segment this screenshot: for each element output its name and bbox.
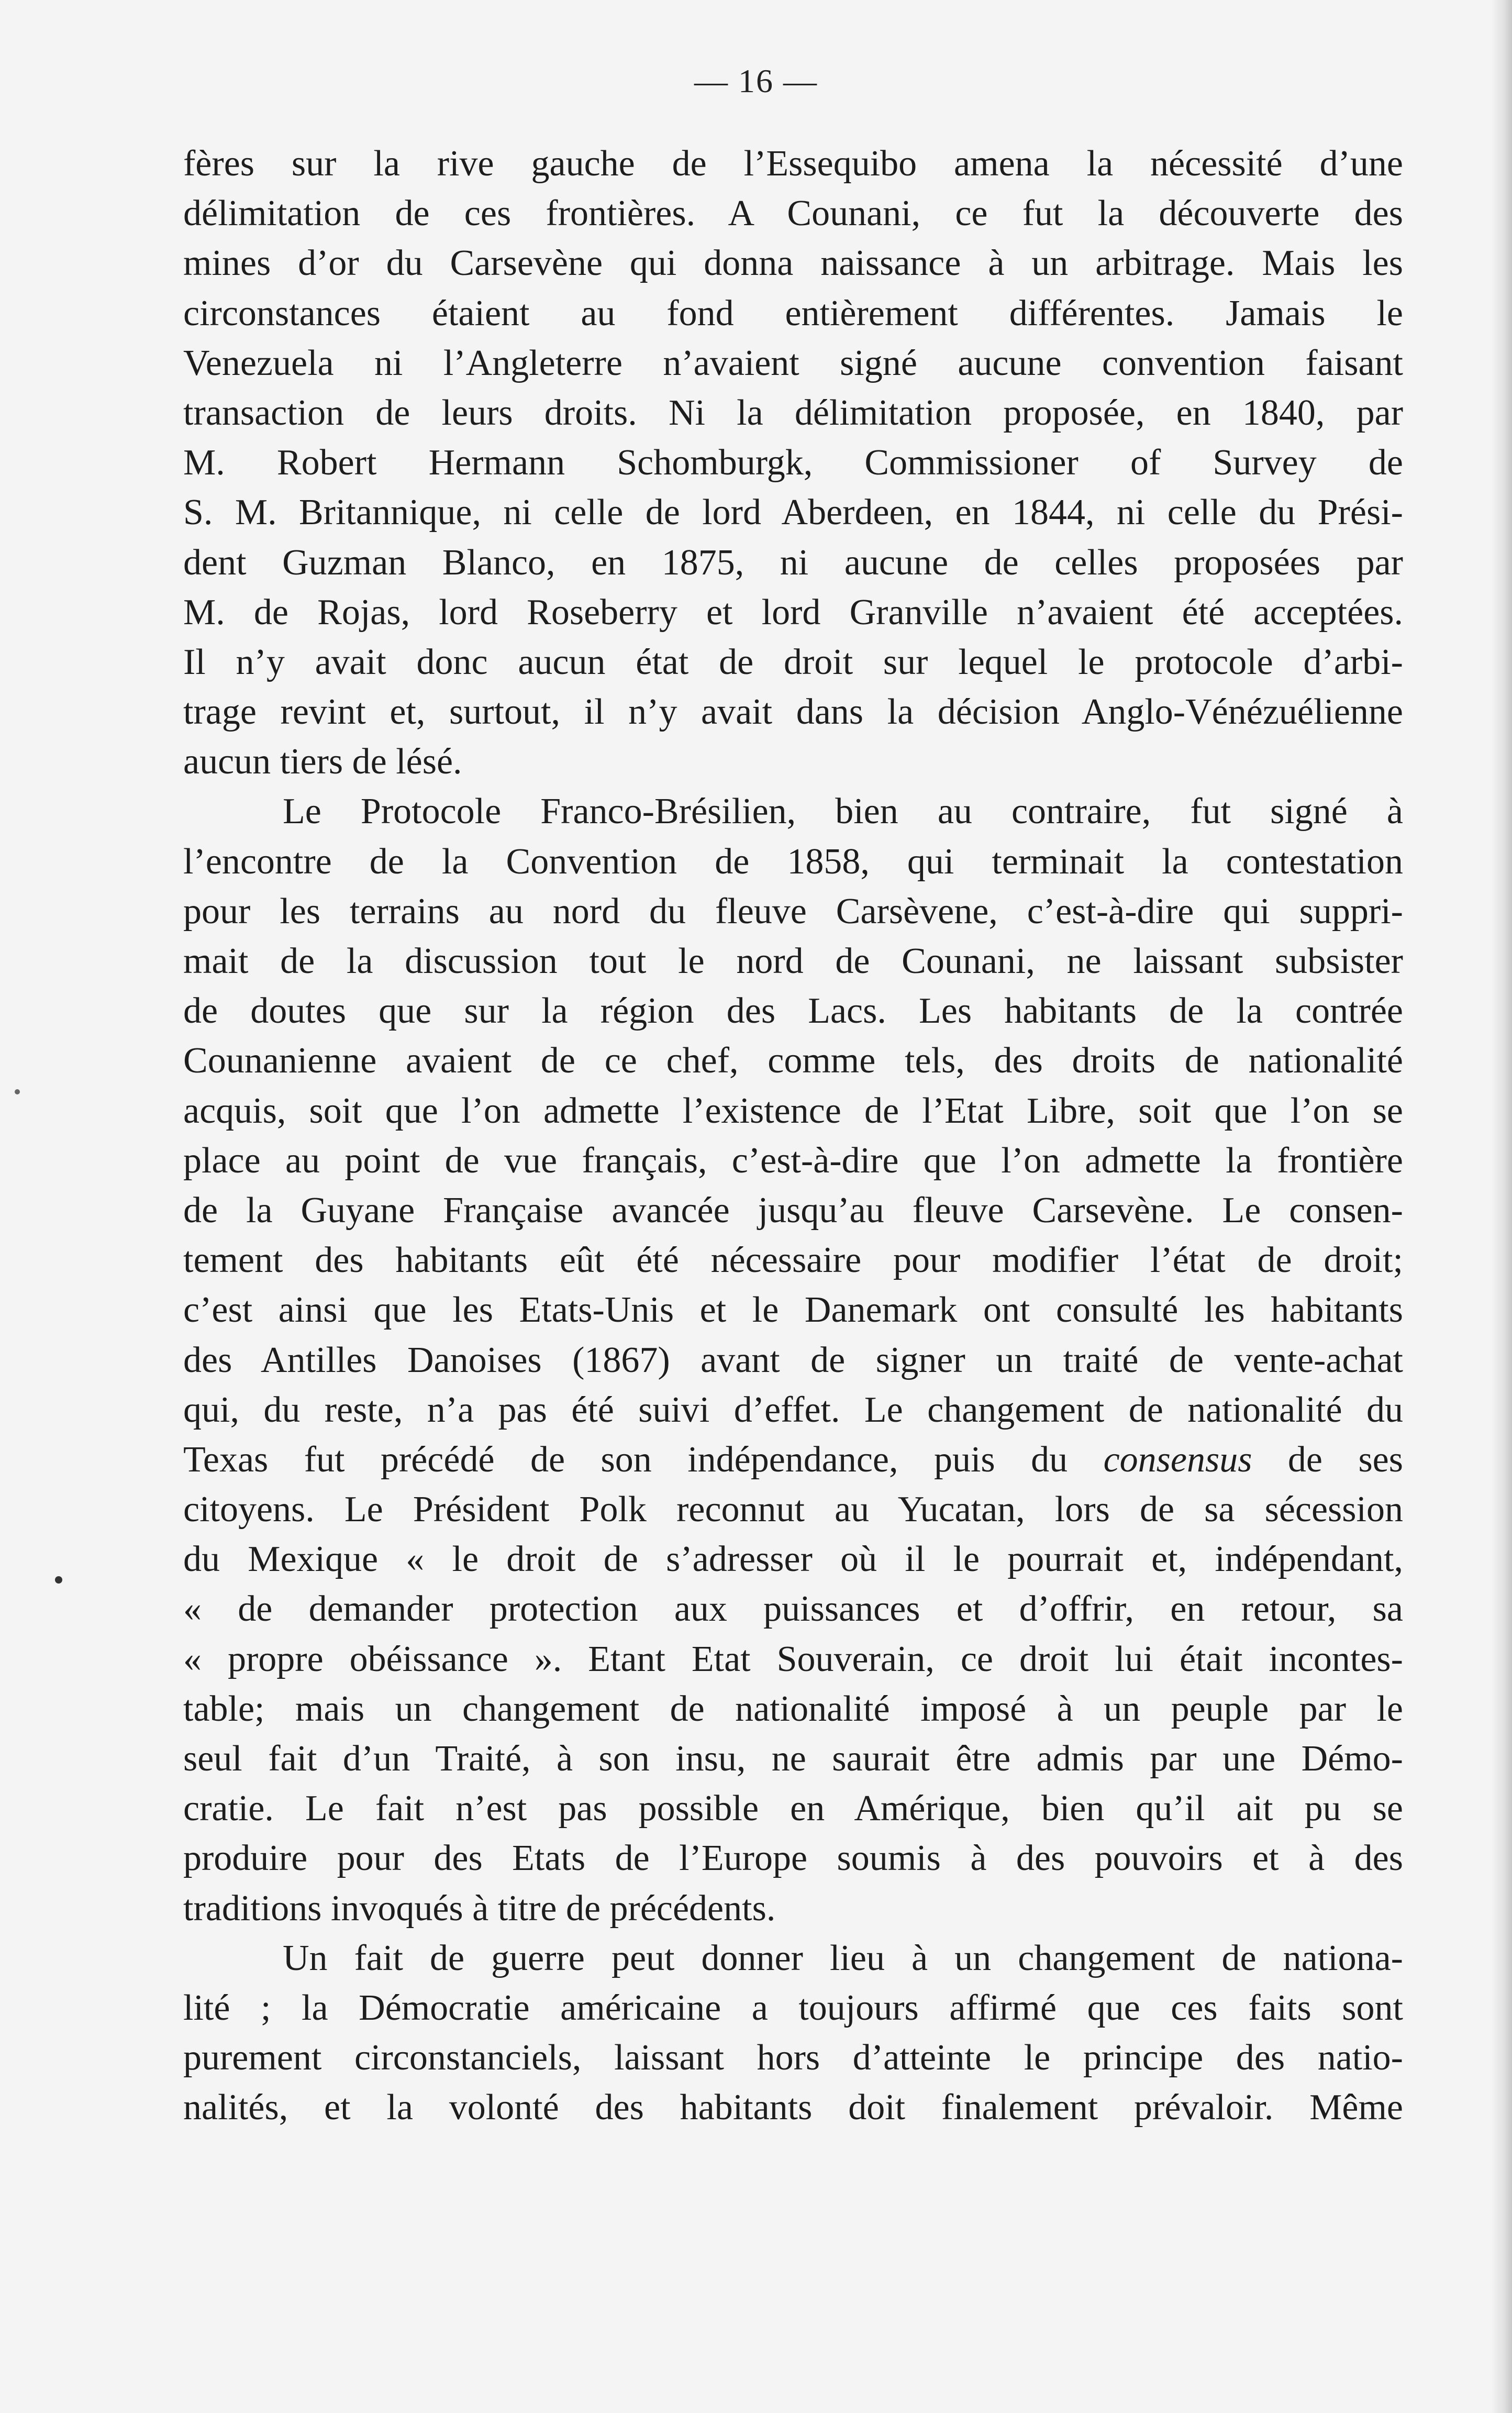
body-text <box>183 139 1403 2133</box>
text-line-paragraph-start: Un fait de guerre peut donner lieu à un changement de nationa- <box>283 1938 1403 1978</box>
text-line: de la Guyane Française avancée jusqu’au fleuve Carsevène. Le consen- <box>183 1190 1403 1231</box>
text-line: délimitation de ces frontières. A Counani, ce fut la découverte des <box>183 193 1403 234</box>
text-line: cratie. Le fait n’est pas possible en Amérique, bien qu’il ait pu se <box>183 1788 1403 1829</box>
text-line: nalités, et la volonté des habitants doit finalement prévaloir. Même <box>183 2087 1403 2128</box>
text-line: mait de la discussion tout le nord de Counani, ne laissant subsister <box>183 941 1403 981</box>
text-line-with-emphasis <box>183 1435 1403 1485</box>
text-line: de doutes que sur la région des Lacs. Les habitants de la contrée <box>183 991 1403 1032</box>
text-line: M. Robert Hermann Schomburgk, Commissioner of Survey de <box>183 442 1403 483</box>
page-number: — 16 — <box>694 62 818 99</box>
text-line-paragraph-end: aucun tiers de lésé. <box>183 741 462 782</box>
text-line: Counanienne avaient de ce chef, comme tels, des droits de nationalité <box>183 1041 1403 1081</box>
emphasis-word: consensus <box>1103 1439 1252 1480</box>
text-line: dent Guzman Blanco, en 1875, ni aucune de celles proposées par <box>183 542 1403 583</box>
text-line: c’est ainsi que les Etats-Unis et le Danemark ont consulté les habitants <box>183 1290 1403 1331</box>
text-line: pour les terrains au nord du fleuve Carsèvene, c’est-à-dire qui suppri- <box>183 891 1403 932</box>
text-line: S. M. Britannique, ni celle de lord Aberdeen, en 1844, ni celle du Prési- <box>183 492 1403 533</box>
text-line: qui, du reste, n’a pas été suivi d’effet. Le changement de nationalité du <box>183 1389 1403 1430</box>
page-edge-shadow <box>1491 0 1512 2413</box>
scan-speck <box>55 1576 62 1584</box>
text-line: Il n’y avait donc aucun état de droit sur lequel le protocole d’arbi- <box>183 641 1403 682</box>
text-line: circonstances étaient au fond entièrement différentes. Jamais le <box>183 293 1403 334</box>
text-line: trage revint et, surtout, il n’y avait dans la décision Anglo-Vénézuélienne <box>183 692 1403 733</box>
text-line: tement des habitants eût été nécessaire pour modifier l’état de droit; <box>183 1240 1403 1281</box>
text-line: du Mexique « le droit de s’adresser où il le pourrait et, indépendant, <box>183 1539 1403 1580</box>
text-line: fères sur la rive gauche de l’Essequibo amena la nécessité d’une <box>183 143 1403 184</box>
text-line: place au point de vue français, c’est-à-dire que l’on admette la frontière <box>183 1140 1403 1181</box>
text-line: mines d’or du Carsevène qui donna naissance à un arbitrage. Mais les <box>183 243 1403 284</box>
text-line: l’encontre de la Convention de 1858, qui terminait la contestation <box>183 841 1403 882</box>
text-line: seul fait d’un Traité, à son insu, ne saurait être admis par une Démo- <box>183 1739 1403 1779</box>
text-line: purement circonstanciels, laissant hors d’atteinte le principe des natio- <box>183 2038 1403 2078</box>
text-line: « de demander protection aux puissances et d’offrir, en retour, sa <box>183 1589 1403 1630</box>
text-line: Venezuela ni l’Angleterre n’avaient signé aucune convention faisant <box>183 342 1403 383</box>
text-line: acquis, soit que l’on admette l’existence de l’Etat Libre, soit que l’on se <box>183 1090 1403 1131</box>
text-line: transaction de leurs droits. Ni la délimitation proposée, en 1840, par <box>183 392 1403 433</box>
text-line: lité ; la Démocratie américaine a toujours affirmé que ces faits sont <box>183 1987 1403 2028</box>
text-line: des Antilles Danoises (1867) avant de signer un traité de vente-achat <box>183 1340 1403 1380</box>
text-line: produire pour des Etats de l’Europe soumis à des pouvoirs et à des <box>183 1838 1403 1879</box>
text-line: « propre obéissance ». Etant Etat Souverain, ce droit lui était incontes- <box>183 1639 1403 1679</box>
text-fragment: de ses <box>1252 1439 1403 1480</box>
scan-speck <box>15 1089 20 1094</box>
text-line-paragraph-start: Le Protocole Franco-Brésilien, bien au contraire, fut signé à <box>283 791 1403 832</box>
text-line: table; mais un changement de nationalité imposé à un peuple par le <box>183 1688 1403 1729</box>
text-fragment: Texas fut précédé de son indépendance, puis du <box>183 1439 1104 1480</box>
text-line: citoyens. Le Président Polk reconnut au Yucatan, lors de sa sécession <box>183 1489 1403 1530</box>
text-line-paragraph-end: traditions invoqués à titre de précédents. <box>183 1888 776 1929</box>
text-line: M. de Rojas, lord Roseberry et lord Granville n’avaient été acceptées. <box>183 592 1403 633</box>
